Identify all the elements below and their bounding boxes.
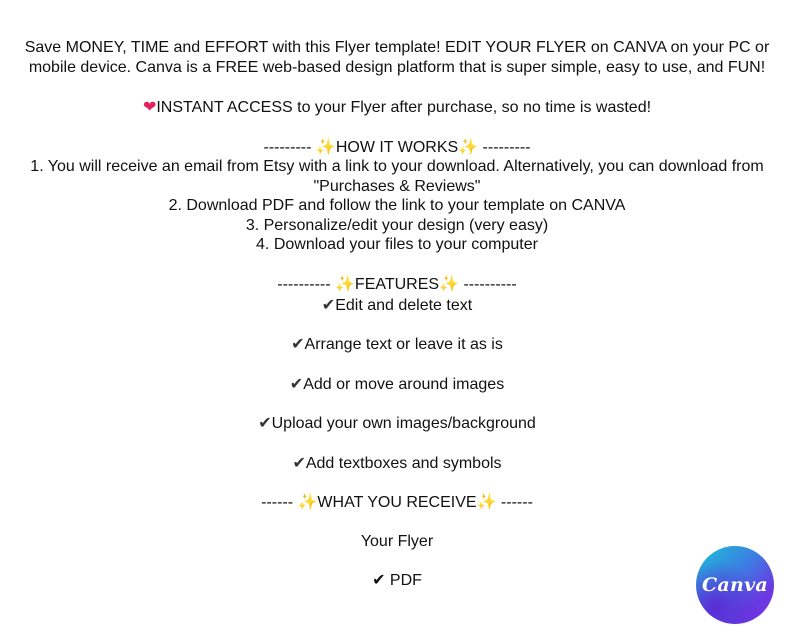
sparkles-icon: ✨: [458, 136, 479, 156]
feature-item: ✔Add or move around images: [289, 373, 505, 393]
heading-dashes-left: ------: [261, 494, 298, 511]
receive-item-flyer: Your Flyer: [360, 532, 434, 550]
step-3: 3. Personalize/edit your design (very easy): [245, 216, 549, 234]
feature-item: ✔Upload your own images/background: [258, 413, 536, 432]
check-icon: ✔: [292, 452, 306, 472]
how-it-works-title: HOW IT WORKS: [335, 138, 459, 156]
how-it-works-heading: [0, 137, 794, 158]
check-icon: ✔: [321, 294, 336, 314]
instant-access-text: INSTANT ACCESS to your Flyer after purchase, so no time is wasted!: [156, 98, 652, 116]
feature-item: ✔Add textboxes and symbols: [292, 452, 502, 472]
step-1-continued: "Purchases & Reviews": [313, 177, 481, 195]
feature-item: ✔Edit and delete text: [321, 294, 473, 314]
sparkles-icon: ✨: [297, 492, 318, 511]
instant-access-line: [0, 97, 794, 118]
step-1: 1. You will receive an email from Etsy with a link to your download. Alternatively, you can download from: [30, 158, 764, 175]
check-icon: ✔: [291, 334, 305, 353]
check-icon: ✔: [372, 570, 386, 589]
receive-heading: [0, 492, 794, 513]
features-heading: [0, 274, 794, 295]
heart-icon: ❤: [142, 96, 157, 116]
canva-logo: [696, 546, 774, 624]
sparkles-icon: ✨: [315, 136, 336, 156]
feature-item: ✔Arrange text or leave it as is: [291, 334, 503, 353]
sparkles-icon: ✨: [476, 492, 497, 511]
heading-dashes-left: ----------: [277, 276, 335, 293]
heading-dashes-right: ----------: [459, 276, 517, 293]
sparkles-icon: ✨: [439, 274, 459, 293]
features-title: FEATURES: [354, 276, 440, 293]
check-icon: ✔: [289, 373, 304, 393]
step-4: 4. Download your files to your computer: [256, 236, 538, 253]
product-description: [0, 38, 794, 610]
step-2: 2. Download PDF and follow the link to your template on CANVA: [168, 197, 626, 214]
intro-line-1: Save MONEY, TIME and EFFORT with this Flyer template! EDIT YOUR FLYER on CANVA on your PC or: [24, 39, 770, 56]
heading-dashes-right: ------: [496, 494, 533, 511]
heading-dashes-left: ---------: [263, 138, 316, 156]
canva-logo-text: Canva: [701, 574, 769, 596]
receive-title: WHAT YOU RECEIVE: [317, 494, 477, 511]
heading-dashes-right: ---------: [478, 138, 531, 156]
intro-line-2: mobile device. Canva is a FREE web-based design platform that is super simple, easy to use, and FUN!: [28, 58, 766, 76]
sparkles-icon: ✨: [335, 274, 355, 293]
check-icon: ✔: [258, 413, 272, 432]
receive-item-pdf: ✔ PDF: [372, 570, 422, 589]
